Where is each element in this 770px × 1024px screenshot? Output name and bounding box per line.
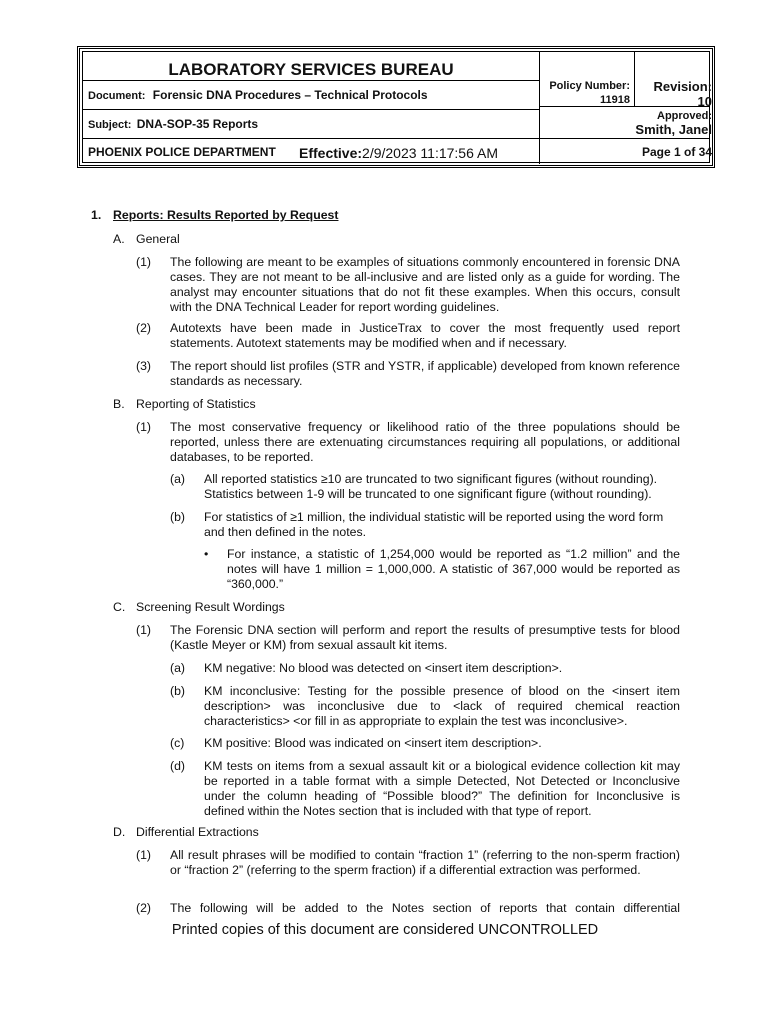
document-value: Forensic DNA Procedures – Technical Protocols [152,88,428,102]
sub-item-number: (d) [170,759,186,773]
bureau-title: LABORATORY SERVICES BUREAU [168,60,454,79]
subsection-label: A. [113,232,125,246]
subject-label: Subject: [88,119,132,131]
item-number: (1) [136,255,152,269]
section-title: Reports: Results Reported by Request [113,208,339,222]
effective-value: 2/9/2023 11:17:56 AM [362,145,498,161]
paragraph: KM inconclusive: Testing for the possible presence of blood on the <insert item description> was inconclusive due to <lack of required chemical reaction characteristics> <or fill in as appropriate to explain the test was inconclusive>. [204,684,680,728]
subsection-title: General [136,232,180,246]
paragraph: The most conservative frequency or likelihood ratio of the three populations should be reported, unless there are extenuating circumstances requiring all populations, or additional databases, to be reported. [170,420,680,464]
sub-item-number: (c) [170,736,185,750]
approved-label: Approved: [657,110,712,122]
paragraph: KM positive: Blood was indicated on <insert item description>. [204,736,542,750]
department-name: PHOENIX POLICE DEPARTMENT [88,145,276,159]
sub-item-number: (b) [170,684,186,698]
section-number: 1. [91,208,102,222]
divider [539,52,540,164]
paragraph: The following are meant to be examples of situations commonly encountered in forensic DNA cases. They are not meant to be all-inclusive and are listed only as a guide for wording. The analyst may encounter situations that do not fit these examples. When this occurs, consult with the DNA Technical Leader for report wording guidelines. [170,255,680,314]
revision-label: Revision: [653,79,712,94]
policy-value: 11918 [600,94,630,106]
revision-value: 10 [697,94,712,109]
sub-item-number: (b) [170,510,186,524]
paragraph: Autotexts have been made in JusticeTrax to cover the most frequently used report statements. Autotext statements may be modified when and if necessary. [170,321,680,350]
bullet: • [204,547,209,561]
item-number: (2) [136,901,152,915]
subsection-title: Reporting of Statistics [136,397,256,411]
paragraph: For instance, a statistic of 1,254,000 would be reported as “1.2 million” and the notes will have 1 million = 1,000,000. A statistic of 367,000 would be reported as “360,000.” [227,547,680,591]
document-label: Document: [88,90,146,102]
paragraph: The report should list profiles (STR and YSTR, if applicable) developed from known reference standards as necessary. [170,359,680,388]
paragraph: All reported statistics ≥10 are truncated to two significant figures (without rounding). Statistics between 1-9 will be truncated to one significant figure (without rounding). [204,472,658,501]
subsection-title: Screening Result Wordings [136,600,285,614]
paragraph: KM negative: No blood was detected on <insert item description>. [204,661,563,675]
sub-item-number: (a) [170,661,186,675]
paragraph: For statistics of ≥1 million, the individual statistic will be reported using the word form and then defined in the notes. [204,510,664,539]
header-frame [82,51,710,163]
divider [83,109,539,110]
paragraph: The Forensic DNA section will perform and report the results of presumptive tests for blood (Kastle Meyer or KM) from sexual assault kit items. [170,623,680,652]
paragraph: KM tests on items from a sexual assault kit or a biological evidence collection kit may be reported in a table format with a simple Detected, Not Detected or Inconclusive under the column heading of “Possible blood?” The definition for Inconclusive is defined within the Notes section that is included with that type of report. [204,759,680,818]
sub-item-number: (a) [170,472,186,486]
approved-field [541,109,712,137]
policy-label: Policy Number: [549,80,630,92]
item-number: (1) [136,420,152,434]
document-header [77,46,715,168]
revision-field [636,79,712,109]
subject-field [88,117,258,131]
item-number: (3) [136,359,152,373]
divider [83,138,709,139]
subject-value: DNA-SOP-35 Reports [136,117,259,131]
policy-number-field [541,79,630,107]
item-number: (1) [136,848,152,862]
subsection-label: C. [113,600,126,614]
item-number: (2) [136,321,152,335]
effective-label: Effective: [299,145,363,161]
paragraph: All result phrases will be modified to contain “fraction 1” (referring to the non-sperm fraction) or “fraction 2” (referring to the sperm fraction) if a differential extraction was performed. [170,848,680,877]
effective-field [299,145,498,161]
subsection-label: D. [113,825,126,839]
approved-value: Smith, Janel [635,122,712,137]
item-number: (1) [136,623,152,637]
paragraph: The following will be added to the Notes section of reports that contain differential [170,901,680,915]
subsection-label: B. [113,397,125,411]
page-number: Page 1 of 34 [641,145,712,159]
uncontrolled-notice: Printed copies of this document are considered UNCONTROLLED [171,922,599,938]
divider [634,52,635,106]
document-field [88,88,428,102]
divider [83,80,539,81]
subsection-title: Differential Extractions [136,825,259,839]
